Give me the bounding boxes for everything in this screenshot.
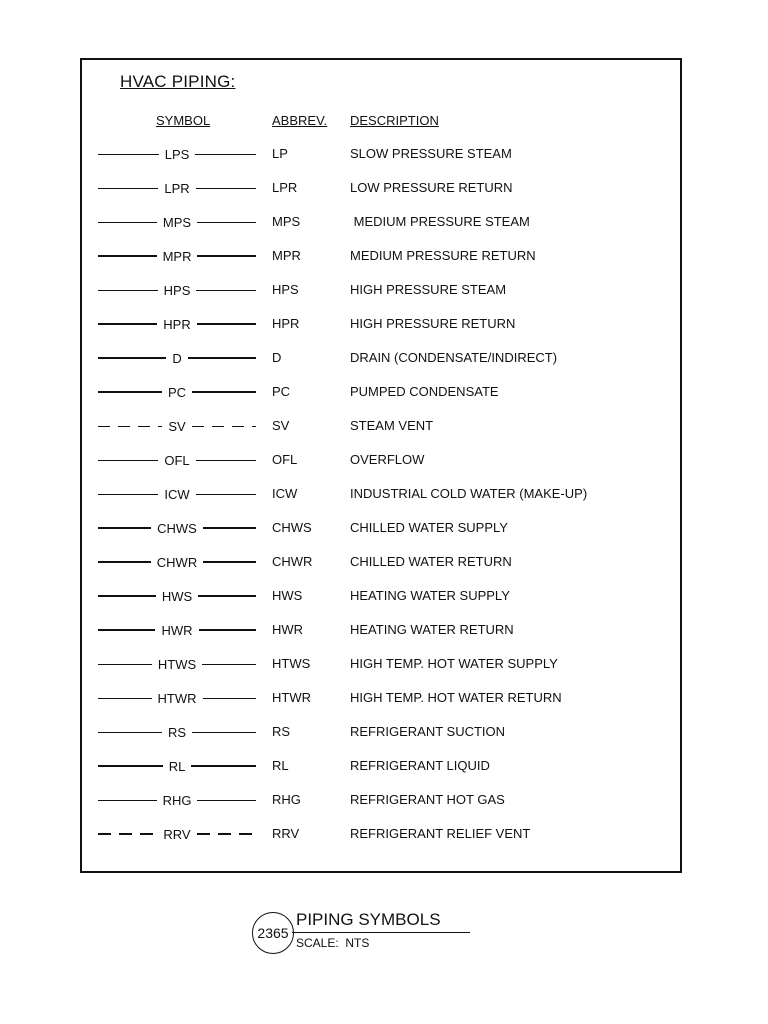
description: LOW PRESSURE RETURN [350, 180, 513, 195]
header-description: DESCRIPTION [350, 113, 439, 128]
abbreviation: HTWS [272, 656, 311, 671]
description: HEATING WATER SUPPLY [350, 588, 510, 603]
pipe-symbol [98, 382, 256, 402]
legend-row [82, 654, 680, 674]
legend-row [82, 450, 680, 470]
pipe-line-right [197, 323, 256, 325]
pipe-line-left [98, 426, 162, 427]
pipe-line-left [98, 698, 152, 699]
abbreviation: RRV [272, 826, 300, 841]
pipe-line-right [203, 527, 256, 529]
pipe-symbol [98, 280, 256, 300]
pipe-line-right [188, 357, 256, 359]
pipe-symbol-label: HWS [161, 588, 193, 604]
pipe-line-left [98, 595, 156, 597]
pipe-symbol [98, 416, 256, 436]
legend-row [82, 790, 680, 810]
pipe-symbol-label: LPS [164, 146, 190, 162]
drawing-number-circle [252, 912, 294, 954]
description: DRAIN (CONDENSATE/INDIRECT) [350, 350, 558, 365]
pipe-symbol-label: HPR [163, 316, 191, 332]
pipe-symbol [98, 688, 256, 708]
abbreviation: LPR [272, 180, 298, 195]
pipe-line-right [203, 698, 257, 699]
title-underline [292, 932, 470, 933]
pipe-line-left [98, 188, 158, 189]
description: SLOW PRESSURE STEAM [350, 146, 512, 161]
description: HIGH TEMP. HOT WATER RETURN [350, 690, 562, 705]
legend-row [82, 756, 680, 776]
description: OVERFLOW [350, 452, 425, 467]
pipe-symbol [98, 178, 256, 198]
pipe-line-left [98, 527, 151, 529]
pipe-line-right [199, 629, 256, 631]
abbreviation: RL [272, 758, 289, 773]
legend-row [82, 280, 680, 300]
legend-row [82, 824, 680, 844]
pipe-symbol-label: RL [168, 758, 186, 774]
legend-row [82, 178, 680, 198]
pipe-line-right [191, 765, 256, 767]
abbreviation: RS [272, 724, 291, 739]
pipe-line-right [196, 188, 256, 189]
description: HEATING WATER RETURN [350, 622, 514, 637]
pipe-symbol [98, 348, 256, 368]
abbreviation: HPR [272, 316, 300, 331]
description: HIGH PRESSURE STEAM [350, 282, 507, 297]
pipe-line-left [98, 800, 157, 801]
pipe-symbol [98, 552, 256, 572]
pipe-symbol [98, 756, 256, 776]
pipe-line-left [98, 833, 157, 835]
pipe-symbol-label: PC [167, 384, 187, 400]
pipe-line-right [197, 800, 256, 801]
description: REFRIGERANT HOT GAS [350, 792, 505, 807]
pipe-line-right [198, 595, 256, 597]
abbreviation: PC [272, 384, 291, 399]
pipe-symbol-label: ICW [164, 486, 190, 502]
legend-row [82, 246, 680, 266]
pipe-symbol-label: RS [167, 724, 187, 740]
legend-row [82, 484, 680, 504]
legend-row [82, 416, 680, 436]
description: STEAM VENT [350, 418, 434, 433]
pipe-line-left [98, 255, 157, 257]
pipe-symbol [98, 722, 256, 742]
legend-frame [80, 58, 682, 873]
pipe-line-left [98, 561, 151, 563]
drawing-scale: SCALE: NTS [296, 936, 370, 950]
pipe-line-left [98, 323, 157, 325]
pipe-symbol-label: CHWR [156, 554, 198, 570]
description: INDUSTRIAL COLD WATER (MAKE-UP) [350, 486, 588, 501]
pipe-line-right [196, 290, 256, 291]
pipe-line-left [98, 664, 152, 665]
pipe-line-left [98, 629, 155, 631]
drawing-title: PIPING SYMBOLS [296, 910, 441, 929]
pipe-symbol-label: MPS [162, 214, 192, 230]
pipe-line-right [197, 222, 256, 223]
pipe-symbol-label: OFL [164, 452, 190, 468]
pipe-symbol [98, 450, 256, 470]
pipe-line-right [197, 833, 256, 835]
pipe-line-left [98, 765, 163, 767]
pipe-symbol-label: MPR [162, 248, 192, 264]
description: HIGH TEMP. HOT WATER SUPPLY [350, 656, 558, 671]
pipe-symbol [98, 654, 256, 674]
abbreviation: OFL [272, 452, 298, 467]
description: REFRIGERANT SUCTION [350, 724, 506, 739]
legend-row [82, 620, 680, 640]
legend-title: HVAC PIPING: [120, 72, 236, 91]
pipe-symbol [98, 144, 256, 164]
abbreviation: HWR [272, 622, 304, 637]
description: CHILLED WATER SUPPLY [350, 520, 508, 535]
abbreviation: LP [272, 146, 288, 161]
pipe-symbol-label: HTWR [157, 690, 197, 706]
description: PUMPED CONDENSATE [350, 384, 499, 399]
description: REFRIGERANT RELIEF VENT [350, 826, 531, 841]
abbreviation: MPS [272, 214, 301, 229]
description: REFRIGERANT LIQUID [350, 758, 490, 773]
abbreviation: RHG [272, 792, 301, 807]
pipe-symbol [98, 586, 256, 606]
pipe-symbol-label: D [172, 350, 182, 366]
abbreviation: HWS [272, 588, 303, 603]
abbreviation: SV [272, 418, 290, 433]
header-abbrev: ABBREV. [272, 113, 328, 128]
title-block [252, 908, 472, 958]
pipe-symbol-label: RHG [162, 792, 192, 808]
legend-row [82, 144, 680, 164]
abbreviation: HTWR [272, 690, 311, 705]
pipe-line-left [98, 357, 166, 359]
pipe-line-left [98, 460, 158, 461]
abbreviation: CHWR [272, 554, 313, 569]
pipe-line-right [196, 460, 256, 461]
pipe-symbol-label: SV [168, 418, 186, 434]
description: MEDIUM PRESSURE STEAM [350, 214, 530, 229]
legend-row [82, 722, 680, 742]
abbreviation: CHWS [272, 520, 312, 535]
pipe-symbol-label: LPR [164, 180, 190, 196]
pipe-symbol [98, 314, 256, 334]
legend-row [82, 348, 680, 368]
pipe-line-left [98, 154, 159, 155]
pipe-symbol-label: HPS [163, 282, 191, 298]
pipe-symbol-label: CHWS [157, 520, 197, 536]
pipe-line-left [98, 494, 158, 495]
pipe-line-right [196, 494, 256, 495]
pipe-symbol [98, 620, 256, 640]
abbreviation: HPS [272, 282, 299, 297]
pipe-line-right [197, 255, 256, 257]
pipe-symbol [98, 212, 256, 232]
description: HIGH PRESSURE RETURN [350, 316, 516, 331]
drawing-number: 2365 [257, 925, 289, 941]
pipe-line-left [98, 732, 162, 733]
description: MEDIUM PRESSURE RETURN [350, 248, 536, 263]
legend-row [82, 688, 680, 708]
pipe-symbol-label: HWR [161, 622, 193, 638]
pipe-symbol-label: RRV [163, 826, 191, 842]
pipe-symbol [98, 518, 256, 538]
pipe-line-right [195, 154, 256, 155]
header-symbol: SYMBOL [156, 113, 211, 128]
abbreviation: MPR [272, 248, 301, 263]
abbreviation: ICW [272, 486, 298, 501]
abbreviation: D [272, 350, 282, 365]
legend-row [82, 382, 680, 402]
pipe-line-left [98, 222, 157, 223]
pipe-symbol [98, 246, 256, 266]
legend-row [82, 314, 680, 334]
pipe-line-right [192, 426, 256, 427]
legend-row [82, 518, 680, 538]
pipe-line-left [98, 290, 158, 291]
pipe-symbol [98, 824, 256, 844]
pipe-line-right [202, 664, 256, 665]
pipe-line-right [203, 561, 256, 563]
legend-row [82, 586, 680, 606]
description: CHILLED WATER RETURN [350, 554, 512, 569]
legend-row [82, 552, 680, 572]
legend-row [82, 212, 680, 232]
pipe-line-right [192, 391, 256, 393]
pipe-line-left [98, 391, 162, 393]
pipe-line-right [192, 732, 256, 733]
pipe-symbol-label: HTWS [157, 656, 197, 672]
pipe-symbol [98, 790, 256, 810]
pipe-symbol [98, 484, 256, 504]
